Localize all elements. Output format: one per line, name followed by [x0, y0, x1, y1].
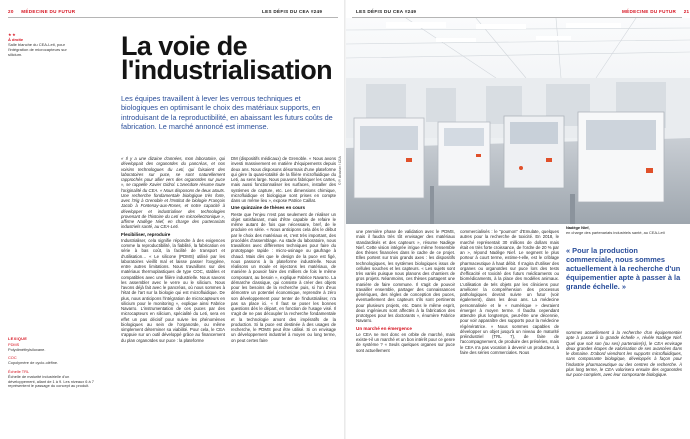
col3-body: Le CEA ne met donc en orbite de marché, mais existe-t-il un marché et un bon intérêt pour ce genre de système ? « Seuls quelques organes sur puce sont actuellement — [356, 331, 455, 353]
glossary-def: Copolymère de cyclo-oléfine. — [8, 360, 59, 366]
left-running-header — [8, 9, 75, 14]
glossary-term: Échelle TRL — [8, 368, 30, 374]
glossary-def: Échelle de maturité industrielle d'un développement, allant de 1 à 9. Les niveaux 6 à 7 représentent le passage du concept au produit. — [8, 373, 94, 389]
figure-caption-role: en charge des partenariats industriels santé, au CEA-Leti — [566, 229, 665, 235]
body-column-5 — [566, 330, 682, 439]
photo-credit: © P. Avavian / CEA — [338, 156, 342, 185]
right-page-number: 21 — [683, 9, 690, 14]
article-title: La voie de l'industrialisation — [121, 31, 333, 85]
caption-stars: ★★ — [8, 32, 17, 37]
col1-body: Industrialiser, cela signifie répondre à des exigences comme la reproductibilité, la fiabilité, la fabrication en série à bas coût, la facilité de transport et d'utilisation… « Le silicone (PDMS) utilisé par les laboratoires vieillit mal et laisse passer l'oxygène, entre autres limitations. Nous travaillons sur des matériaux thermoplastiques de type COC, stables et compatibles avec une filière industrielle. Nous savons les assembler avec le verre ou le silicium. Nous l'avons déjà fait avec le pancréas, où nous sommes à l'état de l'art sur la biologie qui est microfluidique. De plus, nous anticipons l'intégration de microcapteurs en silicium pour le monitoring », explique ainsi Fabrice Navarro. L'instrumentation de ces puces par des microcapteurs en silicium, spécialité du Leti, sera en effet un pas décisif pour suivre les phénomènes biologiques au sein de l'organoïde, ou même simplement déterminer sa viabilité. Pour cela, le CEA s'appuie sur un outil développé grâce au financement du plan organoïdes sur puce : la plateforme — [121, 237, 225, 343]
article-lead: Les équipes travaillent à lever les verrous techniques et biologiques en optimisant le choix des matériaux supports, en introduisant de la reproductibilité, en abaissant les futurs coûts de fabrication. Le marché annoncé est immense. — [121, 94, 333, 131]
body-column-1 — [121, 156, 225, 439]
col2-intro: DM (dispositifs médicaux) de Grenoble. « Nous avons investi massivement en matière d'équipements depuis deux ans. Nous disposons désormais d'une plateforme qui gère la quasi-totalité de la filière microfluidique du Leti, au sens large. Nous pouvons fabriquer les cartes, mais aussi fonctionnaliser les surfaces, installer des systèmes de capture, etc. Les dimensions chimique, microfluidique et biologique sont prises en compte dans un même lieu », expose Patrice Caillat. — [231, 156, 336, 203]
cleanroom-illustration — [346, 18, 690, 224]
cleanroom-photo — [346, 18, 690, 224]
photo-caption — [8, 32, 76, 57]
right-running-header — [622, 9, 689, 14]
figure-caption-name: Nadège Nief, — [566, 225, 590, 230]
glossary-heading: LEXIQUE — [8, 336, 28, 341]
left-series-label: LES DÉFIS DU CEA #249 — [262, 9, 323, 14]
col3-intro: une première phase de validation avec le PDMS, mais il faudra très tôt envisager des matériaux standardisés et des capteurs », résume Nadège Nief. Cette vision intégrée irrigue même l'ensemble des thèses financées dans le cadre de ce projet. Elles portent sur trois grands axes : les dispositifs technologiques, les systèmes biologiques issus de cellules souches et les capteurs. « Les sujets sont très variés puisque nous planons des chantiers de gros projets. Néanmoins, ces thèses partagent une manière de faire commune. Il s'agit de pouvoir travailler ensemble, partager des connaissances génériques, des règles de conception des puces, éventuellement des capteurs s'ils sont pertinents pour plusieurs projets, etc. Dans le même esprit, deux ingénieurs sont affectés à la fabrication des prototypes pour les doctorants », énumère Fabrice Navarro. — [356, 229, 455, 324]
col2-subheading: Une quinzaine de thèses en cours — [231, 205, 306, 211]
body-column-2 — [231, 156, 336, 439]
caption-text: Salle blanche du CEA-Leti, pour l'intégration de microcapteurs sur silicium. — [8, 42, 67, 57]
col1-intro: « Il y a une dizaine d'années, mon laboratoire, qui développait des organoïdes du pancréas, et nos voisins technologues du Leti, qui faisaient des laboratoires sur puce, se sont naturellement rapprochés pour allier vers des organoïdes sur puce », se rappelle Xavier Gidrol. L'anecdote résume toute l'originalité du CEA. « Nous disposons de deux atouts. Une recherche fondamentale biologique très forte, avec l'Irig à Grenoble et l'Institut de biologie François Jacob à Fontenay-aux-Roses, et notre capacité à développer et industrialiser des technologies provenant de l'histoire du Leti en microélectronique », affirme Nadège Nief, en charge des partenariats industriels santé, au CEA-Leti. — [121, 156, 225, 230]
right-section-label: MÉDECINE DU FUTUR — [622, 9, 677, 14]
glossary-def: Polydiméthylsiloxane. — [8, 346, 46, 352]
right-series-label: LES DÉFIS DU CEA #249 — [356, 9, 417, 14]
left-page-number: 20 — [8, 9, 14, 14]
left-section-label: MÉDECINE DU FUTUR — [21, 9, 76, 14]
body-column-3 — [356, 229, 455, 439]
left-header-rule — [8, 17, 338, 18]
figure-caption — [566, 226, 676, 236]
col1-subheading: Flexibiliser, reproduire — [121, 231, 171, 237]
col5-body: sommes actuellement à la recherche d'un équipementier apte à passer à la grande échelle », révèle Nadège Nief. Quel que soit son (ou ses) partenaire(s), le CEA envisage deux grandes étapes de valorisation de ses avancées dans le domaine. D'abord viendront les supports microfluidiques, sans composante biologique, développés à façon pour l'industrie pharmaceutique ou des centres de recherche. À plus long terme, le CEA valorisera ensuite des organoïdes sur puce complets, avec leur composante biologique. — [566, 330, 682, 377]
body-column-4 — [460, 229, 559, 439]
caption-label: À droite — [8, 37, 24, 42]
col2-body: Reste que l'enjeu n'est pas seulement de réaliser un objet satisfaisant, mais d'être capable de refaire le même autant de fois que nécessaire, bref, de le produire en série. « Nous anticipons cela dès le début par le choix des matériaux et, c'est très important, des procédés d'assemblage. Au stade du laboratoire, nous travaillons avec différentes techniques pour faire du prototypage rapide : micro-usinage ou gaufrage à chaud. Mais dès que le design de la puce est figé, nous passons à la plateforme industrielle. Nous réalisons un moule et injectons les matériaux, de manière à pouvoir faire des milliers de fois le même composant, au besoin », explique Fabrice Navarro. La démarche classique, qui consiste à créer des objets pour les besoins de la recherche puis, si l'on d'eux démontre un potentiel économique, reprendre à zéro son développement pour tenter de l'industrialiser, n'a pas sa place ici. « Il faut se poser les bonnes questions dès le départ, en fonction de l'usage visé. Il s'agit de ne pas découpler la recherche fondamentale et la technologie amont des impératifs de la production. Si la puce est destinée à des usages de recherche, le PDMS peut être utilisé. Si on envisage un développement industriel à moyen ou long terme, on peut certes faire — [231, 211, 336, 343]
col3-subheading: Un marché en émergence — [356, 325, 412, 331]
glossary-box — [8, 337, 98, 389]
glossary-term: PDMS — [8, 341, 20, 347]
col4-body: commercialisés : le "poumon" d'Emulate, quelques autres pour la recherche de toxicité. En 2018, le marché représentait 30 millions de dollars mais était en très forte croissance, de l'ordre de 20 % par an », répond Nadège Nief. Le segment le plus porteur à court terme, estime-t-elle, est le criblage pharmaceutique à haut débit. Il s'agira d'utiliser des organes ou organoïdes sur puce lors des tests d'efficacité et toxicité des futurs médicaments ou biomédicaments, à la place des modèles animaux. L'utilisation de tels objets par les cliniciens pour améliorer la compréhension des processus pathologiques devrait suivre un futur (voir également), dans les deux ans. La médecine personnalisée et le « numérique » devraient émerger à moyen terme. Il faudra cependant attendre plus longtemps, peut-être une décennie, pour voir apparaître des supports pour la médecine régénératrice. « Nous sommes capables de développer un objet jusqu'à un niveau de maturité préindustriel (TRL 7), de faire de l'accompagnement, de produire des préséries, mais le CEA n'a pas vocation à devenir un producteur, à faire des séries commerciales. Nous — [460, 229, 559, 355]
glossary-term: COC — [8, 355, 17, 361]
pull-quote: « Pour la production commerciale, nous sommes actuellement à la recherche d'un équipementier apte à passer à la grande échelle. » — [566, 246, 681, 291]
